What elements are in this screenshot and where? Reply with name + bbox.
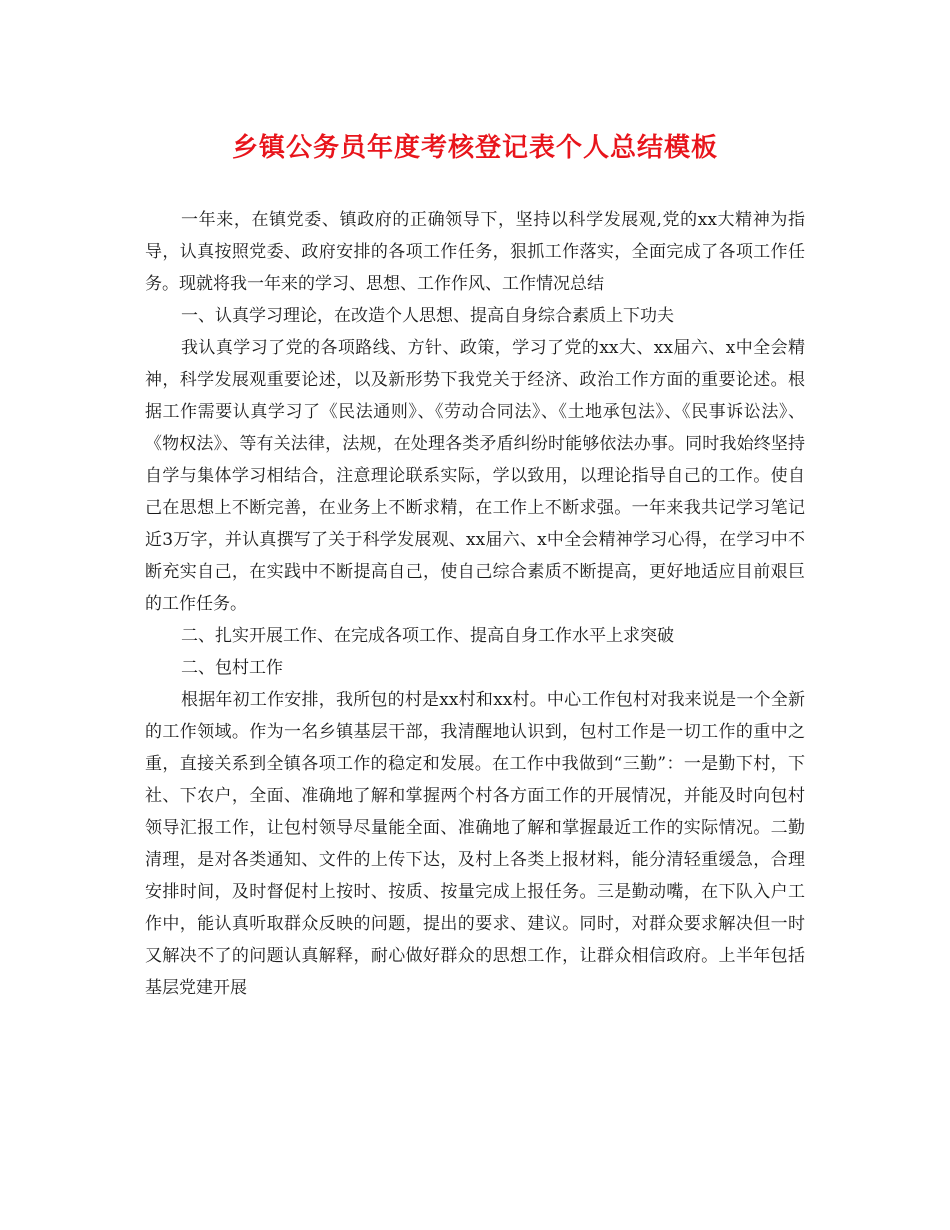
document-title: 乡镇公务员年度考核登记表个人总结模板 <box>231 133 718 163</box>
paragraph-village: 根据年初工作安排，我所包的村是xx村和xx村。中心工作包村对我来说是一个全新的工作领域。作为一名乡镇基层干部，我清醒地认识到，包村工作是一切工作的重中之重，直接关系到全镇各项工作的稳定和发展。在工作中我做到“三勤”：一是勤下村，下社、下农户，全面、准确地了解和掌握两个村各方面工作的开展情况，并能及时向包村领导汇报工作，让包村领导尽量能全面、准确地了解和掌握最近工作的实际情况。二勤清理，是对各类通知、文件的上传下达，及村上各类上报材料，能分清轻重缓急，合理安排时间，及时督促村上按时、按质、按量完成上报任务。三是勤动嘴，在下队入户工作中，能认真听取群众反映的问题，提出的要求、建议。同时，对群众要求解决但一时又解决不了的问题认真解释，耐心做好群众的思想工作，让群众相信政府。上半年包括基层党建开展 <box>145 690 805 998</box>
paragraph-study: 我认真学习了党的各项路线、方针、政策，学习了党的xx大、xx届六、x中全会精神，科学发展观重要论述，以及新形势下我党关于经济、政治工作方面的重要论述。根据工作需要认真学习了《民法通则》、《劳动合同法》、《土地承包法》、《民事诉讼法》、《物权法》、等有关法律，法规，在处理各类矛盾纠纷时能够依法办事。同时我始终坚持自学与集体学习相结合，注意理论联系实际，学以致用，以理论指导自己的工作。使自己在思想上不断完善，在业务上不断求精，在工作上不断求强。一年来我共记学习笔记近3万字，并认真撰写了关于科学发展观、xx届六、x中全会精神学习心得，在学习中不断充实自己，在实践中不断提高自己，使自己综合素质不断提高，更好地适应目前艰巨的工作任务。 <box>145 338 805 614</box>
paragraph-intro: 一年来，在镇党委、镇政府的正确领导下，坚持以科学发展观,党的xx大精神为指导，认真按照党委、政府安排的各项工作任务，狠抓工作落实，全面完成了各项工作任务。现就将我一年来的学习、思想、工作作风、工作情况总结 <box>145 210 805 294</box>
subsection-heading-village: 二、包村工作 <box>181 658 283 678</box>
document-body <box>145 204 805 1004</box>
section-heading-study: 一、认真学习理论，在改造个人思想、提高自身综合素质上下功夫 <box>181 306 674 326</box>
section-heading-work: 二、扎实开展工作、在完成各项工作、提高自身工作水平上求突破 <box>181 626 674 646</box>
